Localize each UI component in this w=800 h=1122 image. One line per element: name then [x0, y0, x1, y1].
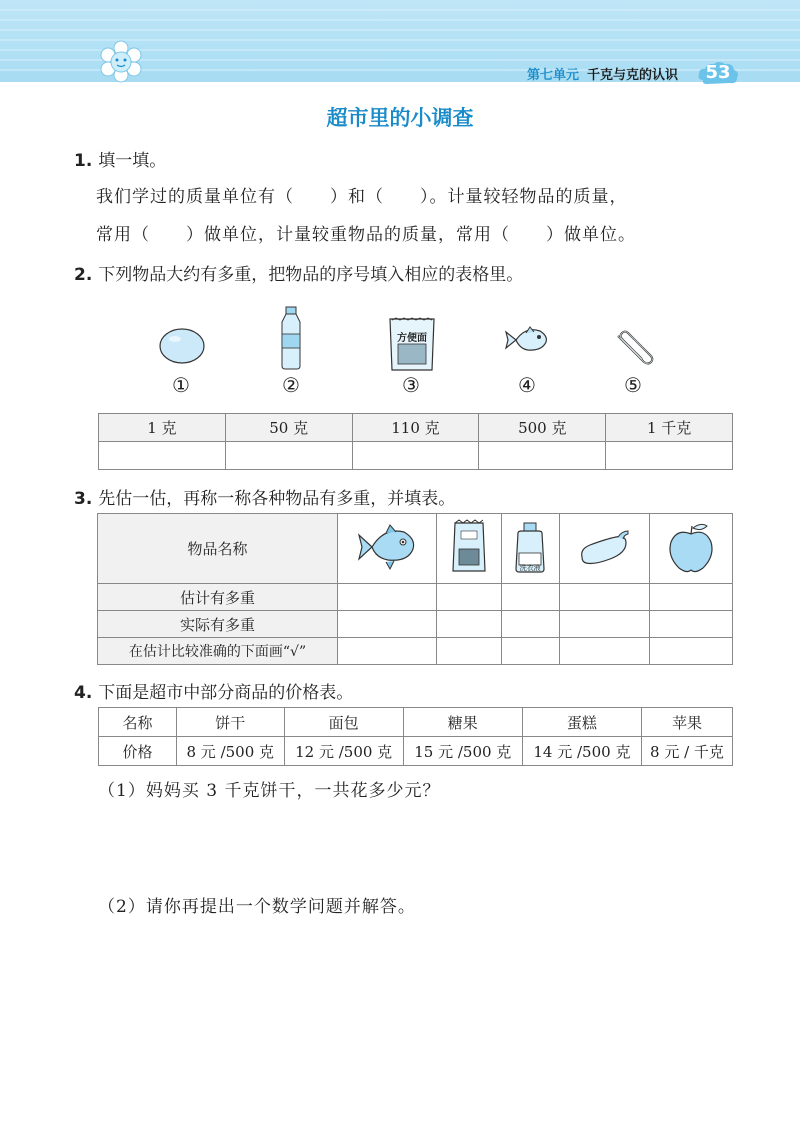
weight-header: 500 克 — [479, 414, 606, 442]
price-cell: 8 元 /500 克 — [177, 737, 285, 766]
price-header: 名称 — [99, 708, 177, 737]
price-cell: 价格 — [99, 737, 177, 766]
q3-heading — [74, 484, 455, 509]
weight-header: 1 克 — [99, 414, 226, 442]
q1-heading — [74, 146, 166, 171]
price-header: 蛋糕 — [522, 708, 641, 737]
row-label-actual: 实际有多重 — [98, 611, 338, 638]
q4-heading — [74, 678, 353, 703]
answer-cell[interactable] — [338, 584, 437, 611]
apple-icon — [665, 520, 717, 574]
item-mark-1: ① — [172, 373, 190, 397]
unit-label — [527, 64, 678, 83]
answer-cell[interactable] — [501, 584, 559, 611]
eggplant-icon — [576, 527, 632, 567]
answer-cell[interactable] — [437, 584, 502, 611]
answer-cell[interactable] — [225, 442, 352, 470]
answer-cell[interactable] — [338, 638, 437, 665]
price-header: 苹果 — [641, 708, 732, 737]
item-mark-3: ③ — [402, 373, 420, 397]
price-cell: 8 元 / 千克 — [641, 737, 732, 766]
water-bottle-icon — [278, 306, 304, 370]
answer-cell[interactable] — [649, 638, 732, 665]
instant-noodles-icon — [386, 316, 438, 372]
unit-title: 千克与克的认识 — [587, 68, 679, 83]
answer-cell[interactable] — [559, 584, 649, 611]
answer-cell[interactable] — [501, 638, 559, 665]
q4-sub-2: （2）请你再提出一个数学问题并解答。 — [98, 897, 416, 917]
answer-cell[interactable] — [606, 442, 733, 470]
answer-cell[interactable] — [99, 442, 226, 470]
item-cell — [437, 514, 502, 584]
item-mark-5: ⑤ — [624, 373, 642, 397]
item-mark-2: ② — [282, 373, 300, 397]
q4-sub-1: （1）妈妈买 3 千克饼干，一共花多少元？ — [98, 781, 441, 801]
q1-line-2: 常用（ ）做单位，计量较重物品的质量，常用（ ）做单位。 — [96, 225, 636, 245]
q3-prompt: 先估一估，再称一称各种物品有多重，并填表。 — [98, 489, 456, 509]
price-table — [98, 707, 733, 766]
price-header: 饼干 — [177, 708, 285, 737]
answer-cell[interactable] — [649, 611, 732, 638]
item-cell — [559, 514, 649, 584]
estimate-table — [97, 513, 733, 665]
answer-cell[interactable] — [559, 611, 649, 638]
q4-number: 4. — [74, 683, 93, 703]
page-title: 超市里的小调查 — [326, 106, 474, 130]
answer-cell[interactable] — [352, 442, 479, 470]
detergent-label: 洗衣液 — [519, 564, 541, 572]
weight-header: 50 克 — [225, 414, 352, 442]
q1-line-1: 我们学过的质量单位有（ ）和（ ）。计量较轻物品的质量， — [96, 187, 628, 207]
price-cell: 14 元 /500 克 — [522, 737, 641, 766]
answer-cell[interactable] — [437, 638, 502, 665]
answer-cell[interactable] — [649, 584, 732, 611]
price-header: 糖果 — [403, 708, 522, 737]
q1-prompt: 填一填。 — [98, 151, 167, 171]
fish-icon — [504, 323, 550, 357]
page-number: 53 — [705, 62, 731, 83]
answer-cell[interactable] — [437, 611, 502, 638]
weight-table — [98, 413, 733, 470]
price-header: 面包 — [284, 708, 403, 737]
q4-prompt: 下面是超市中部分商品的价格表。 — [98, 683, 354, 703]
weight-header: 1 千克 — [606, 414, 733, 442]
egg-icon — [158, 326, 206, 366]
answer-cell[interactable] — [479, 442, 606, 470]
q1-number: 1. — [74, 151, 93, 171]
answer-cell[interactable] — [501, 611, 559, 638]
flower-icon — [98, 40, 144, 88]
item-cell — [649, 514, 732, 584]
row-label-item-name: 物品名称 — [98, 514, 338, 584]
answer-cell[interactable] — [338, 611, 437, 638]
paper-clip-icon — [614, 330, 654, 366]
price-cell: 15 元 /500 克 — [403, 737, 522, 766]
q2-number: 2. — [74, 265, 93, 285]
price-cell: 12 元 /500 克 — [284, 737, 403, 766]
snack-bag-icon — [449, 519, 489, 575]
unit-number: 第七单元 — [527, 68, 580, 83]
q3-number: 3. — [74, 489, 93, 509]
row-label-estimate: 估计有多重 — [98, 584, 338, 611]
weight-header: 110 克 — [352, 414, 479, 442]
row-label-check: 在估计比较准确的下面画“√” — [98, 638, 338, 665]
item-cell — [501, 514, 559, 584]
item-mark-4: ④ — [518, 373, 536, 397]
item-cell — [338, 514, 437, 584]
q2-prompt: 下列物品大约有多重，把物品的序号填入相应的表格里。 — [98, 265, 524, 285]
fish-icon — [356, 522, 418, 572]
q2-heading — [74, 260, 523, 285]
page-header — [0, 0, 800, 92]
noodles-label: 方便面 — [397, 333, 427, 344]
answer-cell[interactable] — [559, 638, 649, 665]
